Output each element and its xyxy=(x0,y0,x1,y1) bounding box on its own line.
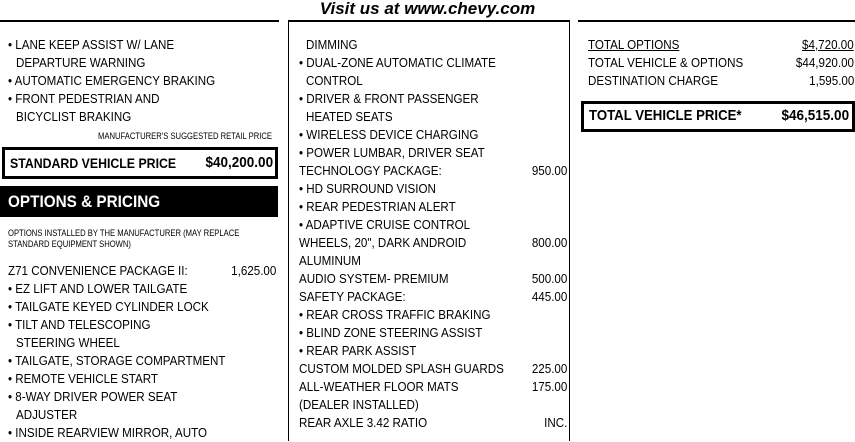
option-row-text: • HD SURROUND VISION xyxy=(299,181,436,196)
column-top-rule xyxy=(578,20,855,22)
package-item: • TAILGATE KEYED CYLINDER LOCK xyxy=(8,299,209,314)
website-url-banner: Visit us at www.chevy.com xyxy=(319,0,536,18)
column-options-list xyxy=(288,20,570,441)
option-row-text: REAR AXLE 3.42 RATIO xyxy=(299,415,428,430)
option-row-text: CONTROL xyxy=(306,73,363,88)
option-package-price: 1,625.00 xyxy=(230,263,276,278)
total-options-value: $4,720.00 xyxy=(802,37,854,52)
option-row-text: CUSTOM MOLDED SPLASH GUARDS xyxy=(299,361,504,376)
package-item: • INSIDE REARVIEW MIRROR, AUTO xyxy=(8,425,208,440)
option-row-text: • POWER LUMBAR, DRIVER SEAT xyxy=(299,145,485,160)
msrp-caption: MANUFACTURER'S SUGGESTED RETAIL PRICE xyxy=(98,131,273,141)
option-row-text: WHEELS, 20", DARK ANDROID xyxy=(299,235,467,250)
option-row-price: INC. xyxy=(543,415,567,430)
option-row-text: TECHNOLOGY PACKAGE: xyxy=(299,163,442,178)
package-item: • TAILGATE, STORAGE COMPARTMENT xyxy=(8,353,226,368)
option-row-price: 950.00 xyxy=(531,163,567,178)
option-row-text: • BLIND ZONE STEERING ASSIST xyxy=(299,325,483,340)
option-row-text: • WIRELESS DEVICE CHARGING xyxy=(299,127,479,142)
option-row-text: • DUAL-ZONE AUTOMATIC CLIMATE xyxy=(299,55,496,70)
option-row-text: (DEALER INSTALLED) xyxy=(299,397,419,412)
standard-price-label: STANDARD VEHICLE PRICE xyxy=(10,155,177,171)
package-item: STEERING WHEEL xyxy=(16,335,120,350)
option-row-text: • REAR PARK ASSIST xyxy=(299,343,417,358)
column-totals xyxy=(578,20,855,441)
option-row-text: DIMMING xyxy=(306,37,358,52)
option-row-price: 225.00 xyxy=(531,361,567,376)
option-package-label: Z71 CONVENIENCE PACKAGE II: xyxy=(8,263,188,278)
standard-price-value: $40,200.00 xyxy=(205,154,273,171)
total-price-label: TOTAL VEHICLE PRICE* xyxy=(589,107,742,124)
option-row-text: • REAR PEDESTRIAN ALERT xyxy=(299,199,456,214)
feature-line: • LANE KEEP ASSIST W/ LANE xyxy=(8,37,175,52)
column-top-rule xyxy=(0,20,279,22)
total-vehicle-options-label: TOTAL VEHICLE & OPTIONS xyxy=(588,55,744,70)
package-item: ADJUSTER xyxy=(16,407,78,422)
options-heading: OPTIONS & PRICING xyxy=(8,192,161,211)
feature-line: DEPARTURE WARNING xyxy=(16,55,146,70)
option-row-text: SAFETY PACKAGE: xyxy=(299,289,406,304)
total-price-value: $46,515.00 xyxy=(781,107,849,124)
option-row-text: ALL-WEATHER FLOOR MATS xyxy=(299,379,459,394)
option-row-text: AUDIO SYSTEM- PREMIUM xyxy=(299,271,449,286)
package-item: • EZ LIFT AND LOWER TAILGATE xyxy=(8,281,188,296)
option-row-text: HEATED SEATS xyxy=(306,109,393,124)
package-item: • TILT AND TELESCOPING xyxy=(8,317,151,332)
standard-price-box xyxy=(2,147,278,179)
package-item: • 8-WAY DRIVER POWER SEAT xyxy=(8,389,178,404)
options-note: STANDARD EQUIPMENT SHOWN) xyxy=(8,239,131,249)
package-item: • REMOTE VEHICLE START xyxy=(8,371,159,386)
total-vehicle-options-value: $44,920.00 xyxy=(795,55,854,70)
column-standard-price xyxy=(0,20,279,441)
option-row-price: 800.00 xyxy=(531,235,567,250)
destination-charge-label: DESTINATION CHARGE xyxy=(588,73,719,88)
destination-charge-value: 1,595.00 xyxy=(808,73,854,88)
feature-line: • FRONT PEDESTRIAN AND xyxy=(8,91,160,106)
option-row-price: 445.00 xyxy=(531,289,567,304)
option-row-text: • DRIVER & FRONT PASSENGER xyxy=(299,91,479,106)
option-row-text: • ADAPTIVE CRUISE CONTROL xyxy=(299,217,471,232)
column-top-rule xyxy=(289,20,569,22)
options-note: OPTIONS INSTALLED BY THE MANUFACTURER (MAY REPLACE xyxy=(8,228,240,238)
total-price-box xyxy=(581,101,855,132)
total-options-label: TOTAL OPTIONS xyxy=(588,37,680,52)
option-row-price: 175.00 xyxy=(531,379,567,394)
feature-line: • AUTOMATIC EMERGENCY BRAKING xyxy=(8,73,216,88)
option-row-text: ALUMINUM xyxy=(299,253,361,268)
option-row-price: 500.00 xyxy=(531,271,567,286)
options-heading-banner xyxy=(0,186,278,217)
option-row-text: • REAR CROSS TRAFFIC BRAKING xyxy=(299,307,491,322)
feature-line: BICYCLIST BRAKING xyxy=(16,109,132,124)
